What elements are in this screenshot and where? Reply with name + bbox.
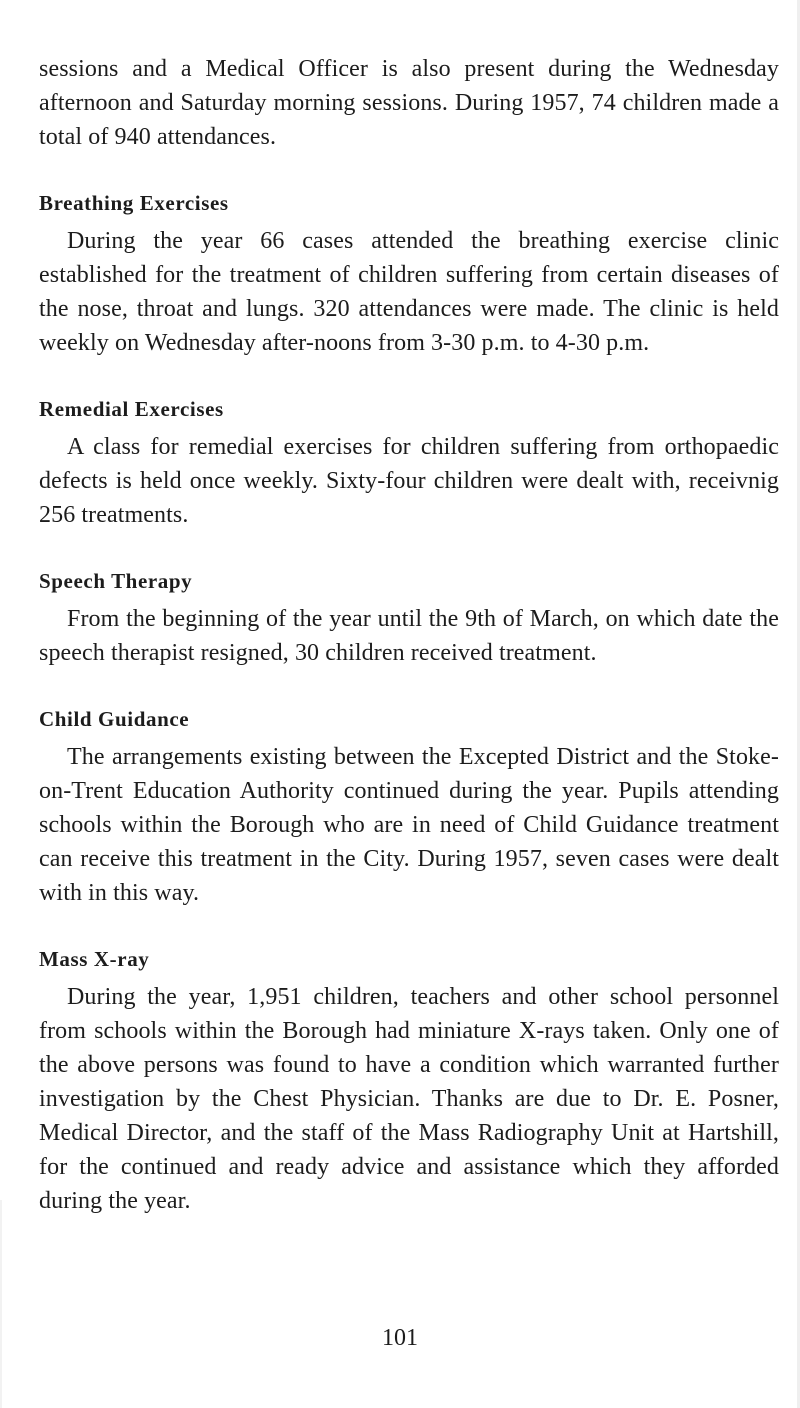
heading-child-guidance: Child Guidance <box>39 707 190 731</box>
paragraph-child-guidance: The arrangements existing between the Excepted District and the Stoke-on-Trent Education Authority continued during the year. Pupils attending schools within the Borough who are in need of Child Guidance treatment can receive this treatment in the City. During 1957, seven cases were dealt with in this way. <box>39 744 779 906</box>
paragraph-remedial-exercises: A class for remedial exercises for children suffering from orthopaedic defects is held once weekly. Sixty-four children were dealt with, receivnig 256 treatments. <box>39 434 779 528</box>
page-number: 101 <box>382 1325 418 1351</box>
heading-remedial-exercises: Remedial Exercises <box>39 397 224 421</box>
paragraph-breathing-exercises: During the year 66 cases attended the breathing exercise clinic established for the treatment of children suffering from certain diseases of the nose, throat and lungs. 320 attendances were made. The clinic is held weekly on Wednesday after-noons from 3-30 p.m. to 4-30 p.m. <box>39 228 779 356</box>
heading-speech-therapy: Speech Therapy <box>39 569 193 593</box>
intro-paragraph: sessions and a Medical Officer is also present during the Wednesday afternoon and Saturday morning sessions. During 1957, 74 children made a total of 940 attendances. <box>39 56 779 150</box>
paragraph-mass-x-ray: During the year, 1,951 children, teachers and other school personnel from schools within the Borough had miniature X-rays taken. Only one of the above persons was found to have a condition which warranted further investigation by the Chest Physician. Thanks are due to Dr. E. Posner, Medical Director, and the staff of the Mass Radiography Unit at Hartshill, for the continued and ready advice and assistance which they afforded during the year. <box>39 984 779 1214</box>
document-page <box>39 52 779 1218</box>
page-edge-shadow-left <box>0 1200 2 1408</box>
paragraph-speech-therapy: From the beginning of the year until the 9th of March, on which date the speech therapist resigned, 30 children received treatment. <box>39 606 779 666</box>
heading-mass-x-ray: Mass X-ray <box>39 947 150 971</box>
heading-breathing-exercises: Breathing Exercises <box>39 191 229 215</box>
